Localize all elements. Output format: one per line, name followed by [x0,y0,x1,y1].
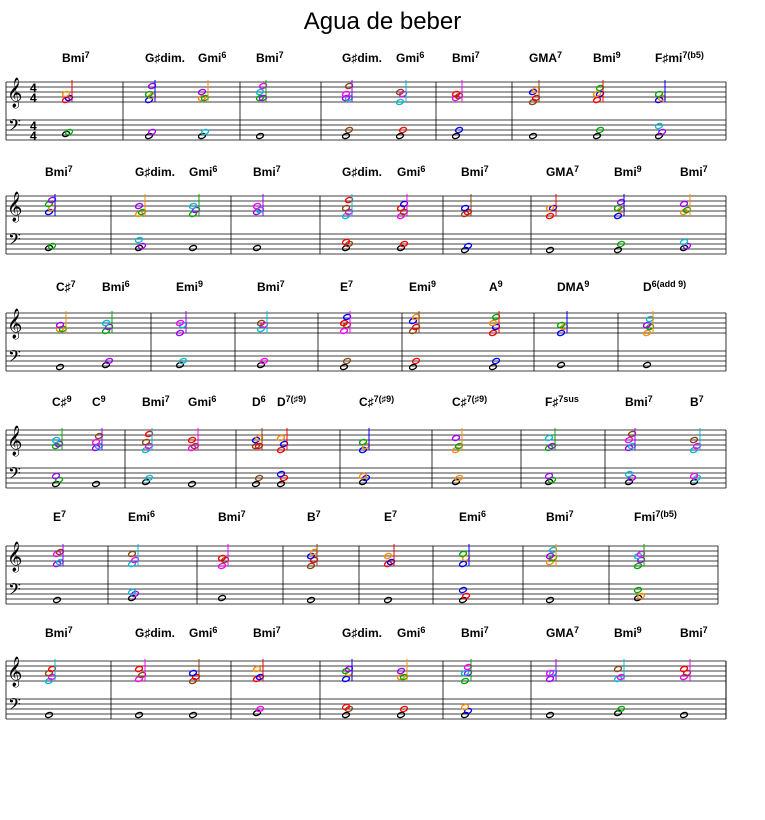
note-head [614,205,622,212]
time-signature-top: 4 [30,119,37,133]
note-head [340,328,348,335]
bass-note-head [148,129,156,136]
treble-clef-icon: 𝄞 [7,192,23,222]
chord-symbol: $E^7$ [53,509,67,524]
bass-note-head [452,133,460,140]
note-head [643,322,651,329]
chord-symbol: $E^7$ [340,279,354,294]
chord-symbol: Bmi$^7$ [461,164,489,179]
chord-symbol: C♯$^{7(♯9)}$ [359,394,395,409]
bass-note-head [409,364,417,371]
chord-symbol: Bmi$^6$ [102,279,130,294]
bass-note-head [256,133,264,140]
bass-note-head [342,133,350,140]
bass-note-head [384,597,392,604]
chord-symbol: Bmi$^7$ [253,164,281,179]
chord-symbol: $D^{7(♯9)}$ [277,394,307,409]
system-2 [6,164,726,254]
bass-clef-icon: 𝄢 [8,463,21,487]
note-head [680,201,688,208]
bass-note-head [135,237,143,244]
note-head [62,91,70,98]
chord-symbol: $B^7$ [690,394,704,409]
note-head [459,561,467,568]
bass-note-head [201,129,209,136]
chord-symbol: Bmi$^7$ [45,625,73,640]
chord-symbol: Bmi$^7$ [257,279,285,294]
note-head [92,439,100,446]
bass-note-head [634,587,642,594]
bass-note-head [189,245,197,252]
chord-symbol: $E^7$ [384,509,398,524]
chord-symbol: Gmi$^6$ [198,50,227,65]
bass-note-head [462,593,470,600]
bass-clef-icon: 𝄢 [8,694,21,718]
bass-note-head [461,704,469,711]
bass-note-head [218,595,226,602]
note-head [614,666,622,673]
system-4 [6,394,726,488]
chord-symbol: Bmi$^7$ [546,509,574,524]
bass-note-head [188,481,196,488]
note-head [545,435,553,442]
chord-symbol: Bmi$^7$ [452,50,480,65]
bass-clef-icon: 𝄢 [8,346,21,370]
chord-symbol: C♯$^{7(♯9)}$ [452,394,488,409]
chord-symbol: Fmi$^{7(b5)}$ [634,509,677,524]
bass-note-head [546,597,554,604]
bass-note-head [593,133,601,140]
chord-symbol: $D^6$ [252,394,266,409]
note-head [342,205,350,212]
bass-note-head [56,364,64,371]
bass-note-head [53,597,61,604]
treble-clef-icon: 𝄞 [7,426,23,456]
chord-symbol: Gmi$^6$ [397,625,426,640]
bass-note-head [545,473,553,480]
chord-symbol: Bmi$^7$ [680,625,708,640]
chord-symbol: Bmi$^9$ [593,50,621,65]
chord-symbol: $A^9$ [489,279,503,294]
bass-note-head [396,133,404,140]
bass-note-head [277,471,285,478]
bass-note-head [464,243,472,250]
chord-symbol: Gmi$^6$ [188,394,217,409]
chord-symbol: Bmi$^7$ [680,164,708,179]
note-head [218,555,226,562]
bass-note-head [307,597,315,604]
bass-note-head [529,133,537,140]
page-title: Agua de beber [303,8,462,35]
system-6 [6,625,726,719]
chord-symbol: Gmi$^6$ [189,625,218,640]
bass-note-head [52,473,60,480]
chord-symbol: Bmi$^7$ [461,625,489,640]
bass-note-head [342,239,350,246]
chord-symbol: F♯$^{7sus}$ [545,394,579,409]
chord-symbol: Bmi$^7$ [625,394,653,409]
time-signature-bottom: 4 [30,129,37,143]
system-5 [6,509,718,604]
bass-note-head [643,362,651,369]
note-head [342,676,350,683]
chord-symbol: $D^{6(add 9)}$ [643,279,687,294]
chord-symbol: Bmi$^9$ [614,625,642,640]
bass-note-head [614,247,622,254]
bass-note-head [546,712,554,719]
chord-symbol: G♯dim. [342,51,383,65]
chord-symbol: Emi$^6$ [128,509,156,524]
chord-symbol: Emi$^6$ [459,509,487,524]
note-head [461,205,469,212]
chord-symbol: G♯dim. [145,51,186,65]
bass-clef-icon: 𝄢 [8,115,21,139]
bass-note-head [359,473,367,480]
chord-symbol: G♯dim. [342,165,383,179]
bass-note-head [252,481,260,488]
note-head [359,439,367,446]
note-head [593,97,601,104]
chord-symbol: DMA$^9$ [557,279,590,294]
bass-note-head [340,364,348,371]
note-head [557,322,565,329]
chord-symbol: $B^7$ [307,509,321,524]
chord-symbol: Bmi$^9$ [614,164,642,179]
chord-symbol: Gmi$^6$ [397,164,426,179]
bass-note-head [128,589,136,596]
bass-note-head [680,712,688,719]
note-head [189,670,197,677]
bass-note-head [655,123,663,130]
bass-note-head [253,245,261,252]
system-1 [6,50,726,143]
bass-note-head [92,481,100,488]
chord-symbol: C♯$^9$ [52,394,72,409]
chord-symbol: C♯$^7$ [56,279,76,294]
chord-symbol: Bmi$^7$ [256,50,284,65]
chord-symbol: Bmi$^7$ [62,50,90,65]
chord-symbol: Bmi$^7$ [218,509,246,524]
chord-symbol: Gmi$^6$ [396,50,425,65]
bass-note-head [135,712,143,719]
chord-symbol: Bmi$^7$ [142,394,170,409]
chord-symbol: GMA$^7$ [546,164,580,179]
bass-clef-icon: 𝄢 [8,579,21,603]
system-3 [6,279,726,371]
chord-symbol: $C^9$ [92,394,106,409]
note-head [135,666,143,673]
bass-note-head [342,704,350,711]
chord-symbol: GMA$^7$ [529,50,563,65]
note-head [546,676,554,683]
bass-clef-icon: 𝄢 [8,229,21,253]
treble-clef-icon: 𝄞 [7,657,23,687]
treble-clef-icon: 𝄞 [7,309,23,339]
note-head [277,435,285,442]
time-signature-top: 4 [30,81,37,95]
chord-symbol: G♯dim. [135,165,176,179]
chord-symbol: GMA$^7$ [546,625,580,640]
chord-symbol: Emi$^9$ [176,279,204,294]
note-head [655,91,663,98]
bass-note-head [277,481,285,488]
note-head [145,91,153,98]
bass-note-head [557,362,565,369]
chord-symbol: $F♯mi^{7(b5)}$ [655,50,704,65]
bass-note-head [489,364,497,371]
bass-note-head [680,239,688,246]
bass-note-head [189,712,197,719]
bass-note-head [625,471,633,478]
note-head [142,439,150,446]
bass-note-head [658,129,666,136]
note-head [680,666,688,673]
note-head [459,551,467,558]
bass-note-head [342,712,350,719]
chord-symbol: Bmi$^7$ [253,625,281,640]
note-head [253,666,261,673]
treble-clef-icon: 𝄞 [7,78,23,108]
treble-clef-icon: 𝄞 [7,542,23,572]
time-signature-bottom: 4 [30,91,37,105]
bass-note-head [45,712,53,719]
bass-note-head [459,587,467,594]
chord-symbol: G♯dim. [342,626,383,640]
chord-symbol: Bmi$^7$ [45,164,73,179]
bass-note-head [690,473,698,480]
chord-symbol: Emi$^9$ [409,279,437,294]
note-head [452,435,460,442]
chord-symbol: G♯dim. [135,626,176,640]
bass-note-head [397,712,405,719]
bass-note-head [546,247,554,254]
note-head [128,551,136,558]
chord-symbol: Gmi$^6$ [189,164,218,179]
